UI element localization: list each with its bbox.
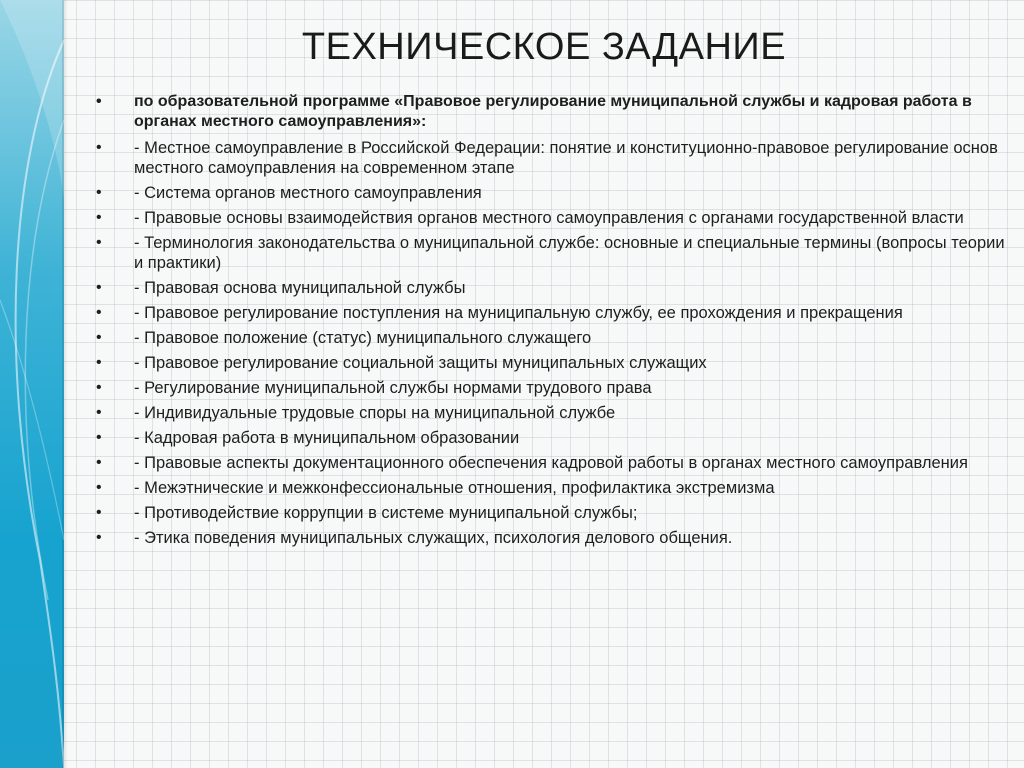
bullet-item: [96, 478, 1012, 498]
bullet-item: [96, 378, 1012, 398]
bullet-marker: •: [96, 504, 102, 521]
bullet-marker: •: [96, 279, 102, 296]
bullet-item: [96, 353, 1012, 373]
bullet-text: - Правовое регулирование социальной защиты муниципальных служащих: [134, 354, 707, 372]
bullet-item: [96, 428, 1012, 448]
side-band-shadow: [62, 0, 68, 768]
bullet-item: [96, 503, 1012, 523]
bullet-marker: •: [96, 329, 102, 346]
bullet-item: [96, 183, 1012, 203]
bullet-marker: •: [96, 139, 102, 156]
bullet-item: [96, 453, 1012, 473]
bullet-item: [96, 403, 1012, 423]
bullet-marker: •: [96, 529, 102, 546]
bullet-text: - Правовые основы взаимодействия органов местного самоуправления с органами государственной власти: [134, 209, 964, 227]
bullet-text: - Правовое регулирование поступления на муниципальную службу, ее прохождения и прекращения: [134, 304, 903, 322]
bullet-text: - Система органов местного самоуправления: [134, 184, 482, 202]
bullet-item: [96, 208, 1012, 228]
decorative-side-band: [0, 0, 64, 768]
bullet-marker: •: [96, 404, 102, 421]
bullet-text: - Правовая основа муниципальной службы: [134, 279, 466, 297]
bullet-item: [96, 92, 1012, 132]
topic-bullet-list: [96, 92, 1012, 553]
bullet-text: - Терминология законодательства о муниципальной службе: основные и специальные термины (вопросы теории и практики): [134, 234, 1005, 272]
bullet-item: [96, 138, 1012, 178]
bullet-text: - Регулирование муниципальной службы нормами трудового права: [134, 379, 652, 397]
bullet-marker: •: [96, 429, 102, 446]
bullet-marker: •: [96, 209, 102, 226]
bullet-item: [96, 278, 1012, 298]
bullet-text: - Кадровая работа в муниципальном образовании: [134, 429, 520, 447]
bullet-marker: •: [96, 479, 102, 496]
bullet-marker: •: [96, 379, 102, 396]
side-band-swirl-graphic: [0, 0, 64, 768]
bullet-marker: •: [96, 93, 102, 110]
slide-title: ТЕХНИЧЕСКОЕ ЗАДАНИЕ: [301, 26, 787, 68]
bullet-item: [96, 328, 1012, 348]
bullet-marker: •: [96, 454, 102, 471]
bullet-marker: •: [96, 304, 102, 321]
bullet-marker: •: [96, 354, 102, 371]
bullet-text: - Местное самоуправление в Российской Федерации: понятие и конституционно-правовое регулирование основ местного самоуправления на современном этапе: [134, 139, 998, 177]
bullet-marker: •: [96, 234, 102, 251]
bullet-text: - Противодействие коррупции в системе муниципальной службы;: [134, 504, 638, 522]
bullet-item: [96, 303, 1012, 323]
bullet-text: - Правовое положение (статус) муниципального служащего: [134, 329, 592, 347]
bullet-text: - Этика поведения муниципальных служащих, психология делового общения.: [134, 529, 733, 547]
bullet-item: [96, 528, 1012, 548]
bullet-text: - Межэтнические и межконфессиональные отношения, профилактика экстремизма: [134, 479, 775, 497]
bullet-text: - Индивидуальные трудовые споры на муниципальной службе: [134, 404, 616, 422]
bullet-text: по образовательной программе «Правовое регулирование муниципальной службы и кадровая работа в органах местного самоуправления»:: [134, 93, 972, 130]
bullet-item: [96, 233, 1012, 273]
bullet-marker: •: [96, 184, 102, 201]
bullet-text: - Правовые аспекты документационного обеспечения кадровой работы в органах местного самоуправления: [134, 454, 968, 472]
